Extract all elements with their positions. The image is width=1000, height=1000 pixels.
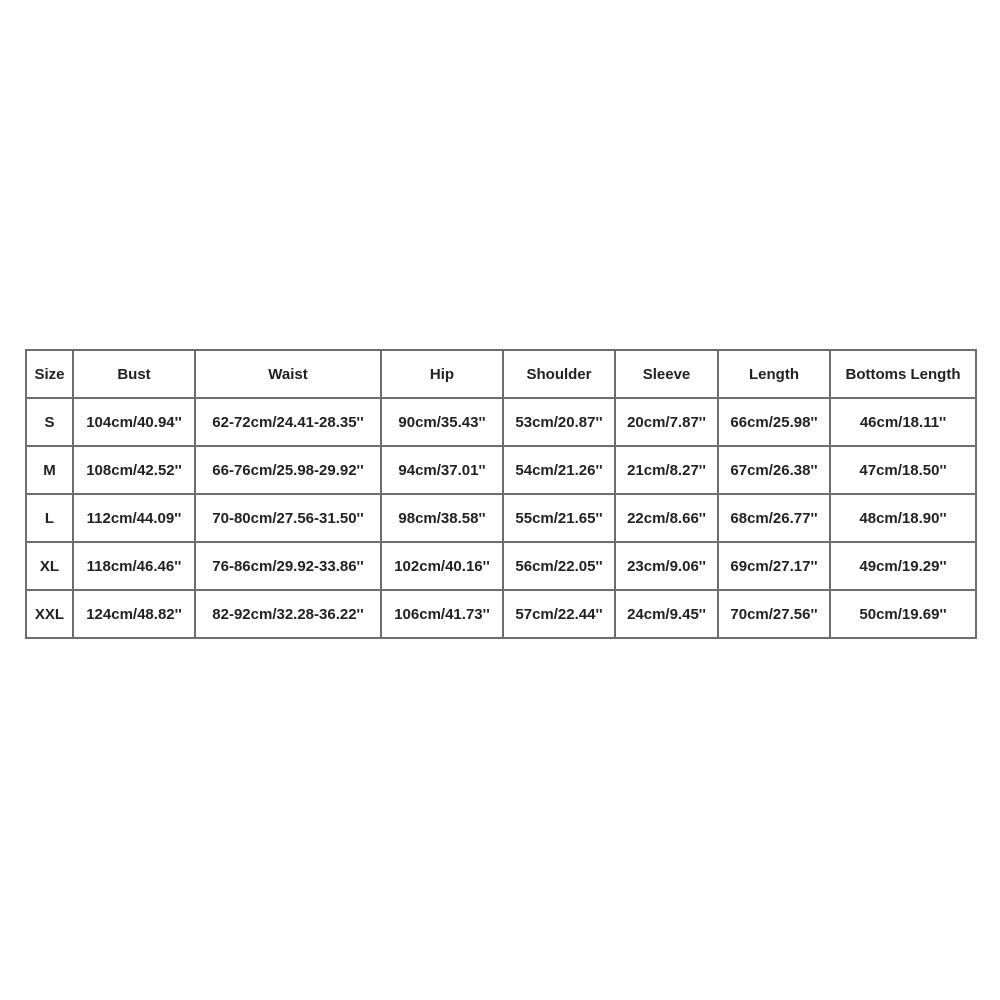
cell-hip: 98cm/38.58'' <box>381 494 503 542</box>
cell-size: L <box>26 494 73 542</box>
header-length: Length <box>718 350 830 398</box>
cell-bust: 118cm/46.46'' <box>73 542 195 590</box>
table-row <box>26 398 976 446</box>
header-waist: Waist <box>195 350 381 398</box>
cell-length: 70cm/27.56'' <box>718 590 830 638</box>
table-row <box>26 494 976 542</box>
cell-sleeve: 23cm/9.06'' <box>615 542 718 590</box>
cell-length: 67cm/26.38'' <box>718 446 830 494</box>
cell-hip: 106cm/41.73'' <box>381 590 503 638</box>
cell-shoulder: 55cm/21.65'' <box>503 494 615 542</box>
cell-bottoms-length: 47cm/18.50'' <box>830 446 976 494</box>
header-bust: Bust <box>73 350 195 398</box>
cell-size: XL <box>26 542 73 590</box>
header-size: Size <box>26 350 73 398</box>
cell-length: 69cm/27.17'' <box>718 542 830 590</box>
cell-bottoms-length: 48cm/18.90'' <box>830 494 976 542</box>
cell-size: S <box>26 398 73 446</box>
header-hip: Hip <box>381 350 503 398</box>
cell-bottoms-length: 50cm/19.69'' <box>830 590 976 638</box>
cell-bottoms-length: 46cm/18.11'' <box>830 398 976 446</box>
cell-hip: 102cm/40.16'' <box>381 542 503 590</box>
cell-shoulder: 53cm/20.87'' <box>503 398 615 446</box>
cell-waist: 70-80cm/27.56-31.50'' <box>195 494 381 542</box>
cell-length: 68cm/26.77'' <box>718 494 830 542</box>
cell-size: M <box>26 446 73 494</box>
cell-bust: 124cm/48.82'' <box>73 590 195 638</box>
cell-waist: 62-72cm/24.41-28.35'' <box>195 398 381 446</box>
size-chart-table <box>25 349 977 639</box>
cell-length: 66cm/25.98'' <box>718 398 830 446</box>
header-bottoms-length: Bottoms Length <box>830 350 976 398</box>
cell-bottoms-length: 49cm/19.29'' <box>830 542 976 590</box>
cell-shoulder: 56cm/22.05'' <box>503 542 615 590</box>
header-sleeve: Sleeve <box>615 350 718 398</box>
cell-shoulder: 54cm/21.26'' <box>503 446 615 494</box>
cell-waist: 66-76cm/25.98-29.92'' <box>195 446 381 494</box>
cell-waist: 76-86cm/29.92-33.86'' <box>195 542 381 590</box>
cell-waist: 82-92cm/32.28-36.22'' <box>195 590 381 638</box>
header-shoulder: Shoulder <box>503 350 615 398</box>
cell-sleeve: 24cm/9.45'' <box>615 590 718 638</box>
cell-sleeve: 21cm/8.27'' <box>615 446 718 494</box>
table-row <box>26 446 976 494</box>
header-row <box>26 350 976 398</box>
cell-bust: 104cm/40.94'' <box>73 398 195 446</box>
cell-hip: 90cm/35.43'' <box>381 398 503 446</box>
cell-shoulder: 57cm/22.44'' <box>503 590 615 638</box>
table-row <box>26 542 976 590</box>
cell-bust: 108cm/42.52'' <box>73 446 195 494</box>
cell-sleeve: 20cm/7.87'' <box>615 398 718 446</box>
cell-size: XXL <box>26 590 73 638</box>
cell-sleeve: 22cm/8.66'' <box>615 494 718 542</box>
cell-hip: 94cm/37.01'' <box>381 446 503 494</box>
table-row <box>26 590 976 638</box>
cell-bust: 112cm/44.09'' <box>73 494 195 542</box>
